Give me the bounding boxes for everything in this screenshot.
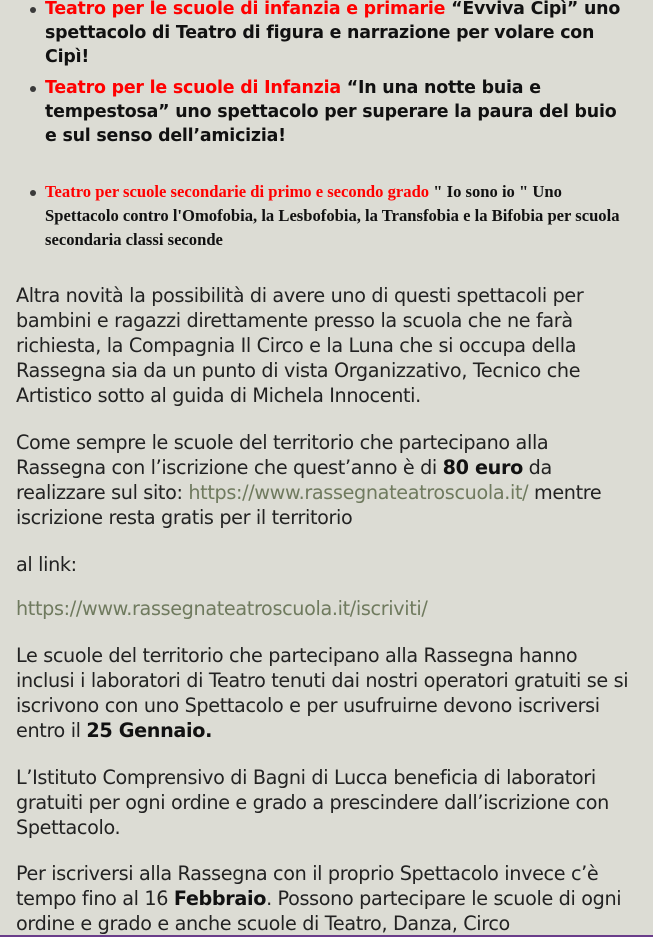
deadline-month: Febbraio xyxy=(173,887,267,910)
show-label: Teatro per scuole secondarie di primo e secondo grado xyxy=(45,182,430,201)
paragraph-text: Come sempre le scuole del territorio che partecipano alla Rassegna con l’iscrizione che quest’anno è di xyxy=(16,431,549,479)
paragraph-text: mentre iscrizione resta gratis per il territorio xyxy=(16,481,602,529)
paragraph-registration xyxy=(0,430,653,530)
show-text: “Evviva Cipì” uno spettacolo di Teatro di figura e narrazione per volare con Cipì! xyxy=(45,0,621,67)
paragraph-text: L’Istituto Comprensivo di Bagni di Lucca beneficia di laboratori gratuiti per ogni ordine e grado a prescindere dall’iscrizione con Spettacolo. xyxy=(16,766,609,839)
paragraph-intro xyxy=(0,283,653,408)
list-item-show-3 xyxy=(0,180,653,252)
show-label: Teatro per le scuole di Infanzia xyxy=(45,78,341,98)
bullet-icon xyxy=(30,190,36,196)
paragraph-workshops xyxy=(0,643,653,743)
site-link[interactable]: https://www.rassegnateatroscuola.it/ xyxy=(188,481,529,504)
fee-amount: 80 euro xyxy=(442,456,523,479)
bullet-icon xyxy=(30,7,36,13)
list-item-show-1 xyxy=(0,0,653,69)
deadline-date: 25 Gennaio. xyxy=(86,719,213,742)
paragraph-text: . Possono partecipare le scuole di ogni ordine e grado e anche scuole di Teatro, Danza, Circo xyxy=(16,887,622,935)
paragraph-text: da realizzare sul sito: xyxy=(16,456,552,504)
show-text: " Io sono io " Uno Spettacolo contro l'Omofobia, la Lesbofobia, la Transfobia e la Bifobia per scuola secondaria classi seconde xyxy=(45,182,620,249)
paragraph-text: al link: xyxy=(16,553,77,576)
paragraph-signup-link xyxy=(0,596,653,621)
bullet-icon xyxy=(30,86,36,92)
list-item-show-2 xyxy=(0,76,653,148)
paragraph-text: Le scuole del territorio che partecipano alla Rassegna hanno inclusi i laboratori di Teatro tenuti dai nostri operatori gratuiti se si iscrivono con uno Spettacolo e per usufruirne devono iscriversi entro il xyxy=(16,644,629,742)
paragraph-text: Altra novità la possibilità di avere uno di questi spettacoli per bambini e ragazzi direttamente presso la scuola che ne farà richiesta, la Compagnia Il Circo e la Luna che si occupa della Rassegna sia da un punto di vista Organizzativo, Tecnico che Artistico sotto al guida di Michela Innocenti. xyxy=(16,284,584,407)
show-text: “In una notte buia e tempestosa” uno spettacolo per superare la paura del buio e sul senso dell’amicizia! xyxy=(45,78,617,146)
show-label: Teatro per le scuole di infanzia e primarie xyxy=(45,0,446,19)
paragraph-al-link xyxy=(0,552,653,577)
paragraph-deadline xyxy=(0,861,653,936)
paragraph-text: Per iscriversi alla Rassegna con il proprio Spettacolo invece c’è tempo fino al 16 xyxy=(16,862,599,910)
signup-link[interactable]: https://www.rassegnateatroscuola.it/iscriviti/ xyxy=(16,597,428,620)
paragraph-institute xyxy=(0,765,653,840)
